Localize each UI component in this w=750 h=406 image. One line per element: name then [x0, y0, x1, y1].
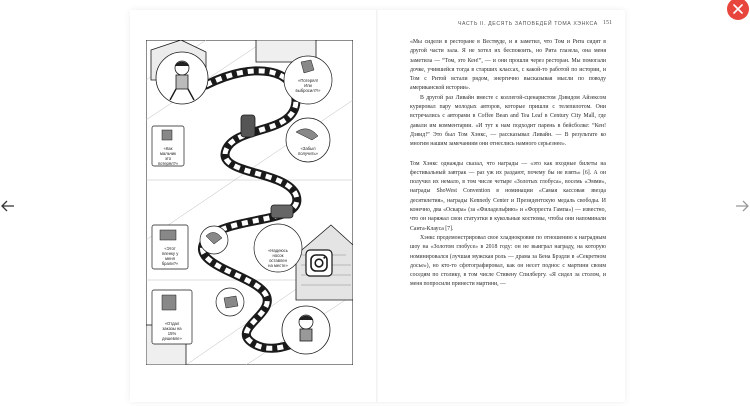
paragraph: В другой раз Ливайн вместе с коллегой-сценаристом Дэвидом Айзексом курировал пару молодых авторов, которые пришли с телепилотом. Они встречались с авторами в Coffee Bean and Tea Leaf в Century City Mall, где давали им комментарии. «И тут к нам подходит парень в бейсболке: “Кен! Дэвид!” Это был Том Хэнкс, — рассказывал Ливайн. — В результате ко многим нашим замечаниям они отнеслись намного серьезнее».: [410, 94, 606, 148]
bubble-text-1: «Потерял! Или выбросил?!»: [295, 78, 321, 93]
page-number: 151: [603, 20, 612, 26]
instagram-icon: [306, 250, 332, 276]
body-text: [410, 38, 606, 290]
bubble-text-6: «Отдал заказы на 15% дешевле»: [162, 321, 182, 341]
bubble-text-2: «Как мальчик это потерял?»: [157, 146, 179, 166]
left-page: [130, 10, 377, 402]
bubble-text-5: «Этот пленку у меня брали?»: [161, 246, 179, 266]
running-head: ЧАСТЬ II. ДЕСЯТЬ ЗАПОВЕДЕЙ ТОМА ХЭНКСА: [458, 21, 598, 27]
paragraph: Том Хэнкс однажды сказал, что награды — «это как входные билеты на фестивальный завтрак — раз уж их раздают, почему бы не взять» [6]. А он получил их немало, в том числе четыре «Золотых глобуса», восемь «Эмми», награды ShoWest Convention в номинации «Самая кассовая звезда десятилетия», награды Kennedy Center и Президентскую медаль свободы. И конечно, два «Оскара» (за «Филадельфию» и «Форреста Гампа») — известно, что он наряжал свои статуэтки в кукольные костюмы, чтобы они напоминали Санта-Клауса [7].: [410, 160, 606, 232]
bubble-text-4: «Надеюсь носок оставлен на месте»: [268, 248, 288, 268]
close-button[interactable]: [727, 0, 749, 20]
prev-page-button[interactable]: [0, 198, 16, 214]
paragraph: «Мы сидели в ресторане в Вествуде, и я заметил, что Том и Рита сидят в другой части зала. Я не хотел их беспокоить, но Рита глазела, она меня заметила — “Том, это Кен!”, — и они прошли через ресторан. Мы помогали дочке, учившейся тогда в старших классах, с какой-то работой по истории, и Том с Ритой встали рядом, энергично высказывая мысли по поводу американской истории».: [410, 39, 606, 92]
book-spread: [130, 10, 625, 402]
next-page-button[interactable]: [734, 198, 750, 214]
arrow-left-icon: [0, 198, 16, 214]
close-icon: [733, 4, 743, 14]
paragraph: Хэнкс продемонстрировал свое хладнокровие по отношению к наградным шоу на «Золотом глобусе» в 2018 году: он не выиграл награду, на которую номинировался (лучшая мужская роль — драма за Бена Брэдли в «Секретном досье»), но кто-то сфотографировал, как он несет поднос с мартини своим соседям по столику, в том числе Стивену Спилбергу. «Я сидел за столом, и меня попросили принести мартини, —: [410, 234, 606, 288]
right-page: [378, 10, 625, 402]
bubble-text-3: «Забыл получить»: [298, 146, 318, 156]
arrow-right-icon: [734, 198, 750, 214]
comic-map-illustration: [146, 40, 353, 365]
